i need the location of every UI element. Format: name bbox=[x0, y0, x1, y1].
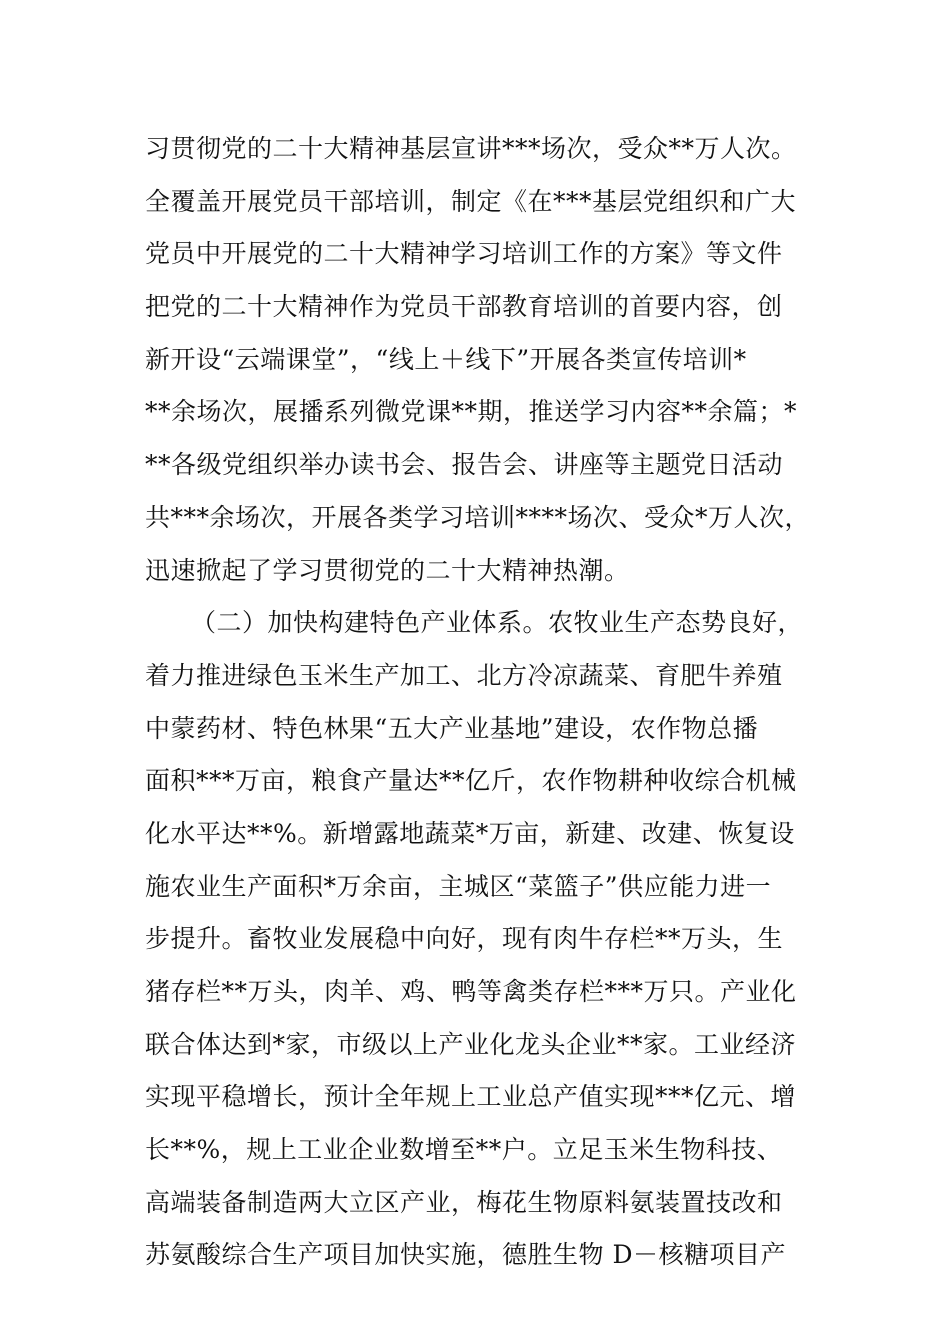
text-line: 全覆盖开展党员干部培训，制定《在***基层党组织和广大 bbox=[145, 186, 797, 216]
text-line: 中蒙药材、特色林果“五大产业基地”建设，农作物总播 bbox=[145, 713, 759, 743]
text-line: 党员中开展党的二十大精神学习培训工作的方案》等文件 bbox=[145, 239, 783, 269]
text-line: 面积***万亩，粮食产量达**亿斤，农作物耕种收综合机械 bbox=[145, 766, 797, 796]
text-line: 实现平稳增长，预计全年规上工业总产值实现***亿元、增 bbox=[145, 1082, 797, 1112]
text-line: 高端装备制造两大立区产业，梅花生物原料氨装置技改和 bbox=[145, 1187, 783, 1217]
document-body bbox=[145, 123, 825, 1282]
section-heading-line: （二）加快构建特色产业体系。农牧业生产态势良好， bbox=[191, 608, 804, 638]
text-line: 把党的二十大精神作为党员干部教育培训的首要内容，创 bbox=[145, 292, 783, 322]
text-line: 化水平达**%。新增露地蔬菜*万亩，新建、改建、恢复设 bbox=[145, 818, 795, 848]
text-line: **各级党组织举办读书会、报告会、讲座等主题党日活动 bbox=[145, 450, 784, 480]
text-line: **余场次，展播系列微党课**期，推送学习内容**余篇；* bbox=[145, 397, 798, 427]
text-line: 共***余场次，开展各类学习培训****场次、受众*万人次， bbox=[145, 502, 811, 532]
text-line: 联合体达到*家，市级以上产业化龙头企业**家。工业经济 bbox=[145, 1029, 797, 1059]
text-line: 新开设“云端课堂”，“线上＋线下”开展各类宣传培训* bbox=[145, 344, 747, 374]
text-line: 迅速掀起了学习贯彻党的二十大精神热潮。 bbox=[145, 555, 630, 585]
text-line: 猪存栏**万头，肉羊、鸡、鸭等禽类存栏***万只。产业化 bbox=[145, 977, 797, 1006]
text-line: 步提升。畜牧业发展稳中向好，现有肉牛存栏**万头，生 bbox=[145, 924, 784, 954]
text-line: 习贯彻党的二十大精神基层宣讲***场次，受众**万人次。 bbox=[145, 134, 797, 163]
text-line: 长**%，规上工业企业数增至**户。立足玉米生物科技、 bbox=[145, 1135, 783, 1165]
text-line: 苏氨酸综合生产项目加快实施，德胜生物 D－核糖项目产 bbox=[145, 1240, 786, 1270]
text-line: 施农业生产面积*万余亩，主城区“菜篮子”供应能力进一 bbox=[145, 871, 772, 901]
text-line: 着力推进绿色玉米生产加工、北方冷凉蔬菜、育肥牛养殖 bbox=[145, 660, 783, 690]
